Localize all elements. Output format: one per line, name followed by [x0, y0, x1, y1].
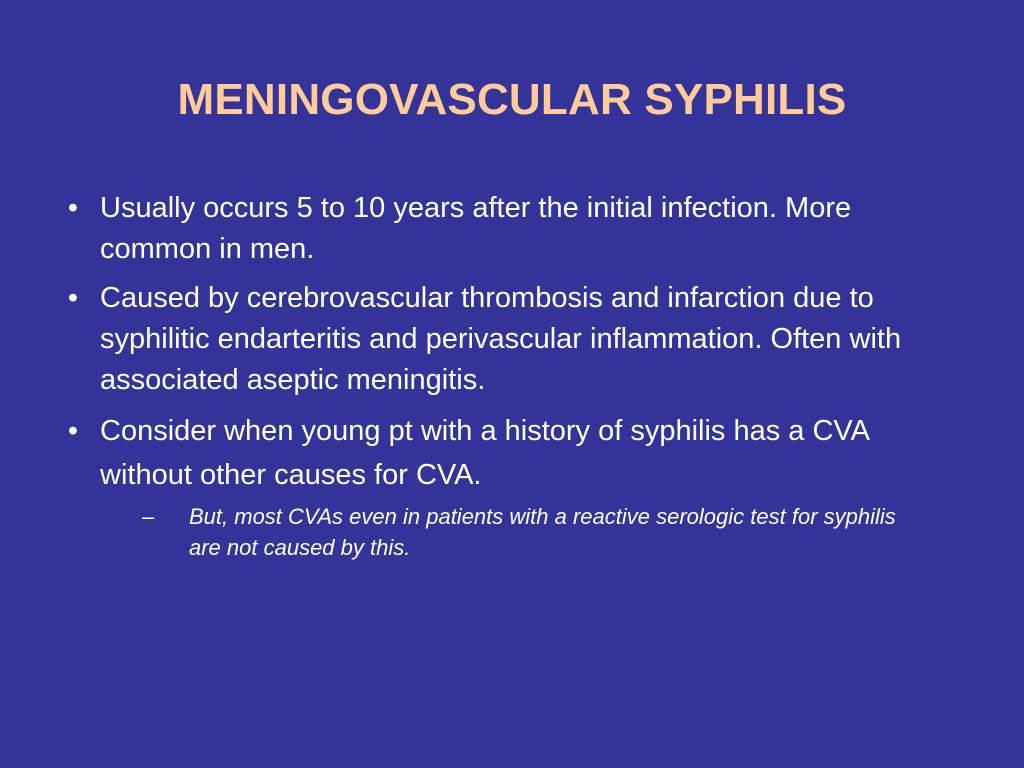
bullet-marker: • — [67, 282, 79, 314]
bullet-marker: • — [67, 415, 79, 447]
sub-bullet-list — [100, 501, 958, 563]
slide-title: MENINGOVASCULAR SYPHILIS — [177, 75, 847, 124]
bullet-text: Caused by cerebrovascular thrombosis and infarction due to syphilitic endarteritis and perivascular inflammation. Often with associated aseptic meningitis. — [100, 282, 902, 396]
bullet-list — [58, 188, 958, 571]
sub-bullet-text: But, most CVAs even in patients with a reactive serologic test for syphilis are not caused by this. — [189, 504, 896, 560]
sub-bullet-item — [142, 501, 898, 563]
bullet-text: Consider when young pt with a history of syphilis has a CVA without other causes for CVA. — [100, 415, 869, 491]
bullet-marker: • — [67, 192, 79, 224]
bullet-item — [58, 278, 958, 401]
bullet-item — [58, 409, 958, 563]
bullet-text: Usually occurs 5 to 10 years after the initial infection. More common in men. — [100, 192, 852, 265]
sub-bullet-marker: – — [142, 504, 155, 529]
bullet-item — [58, 188, 958, 270]
